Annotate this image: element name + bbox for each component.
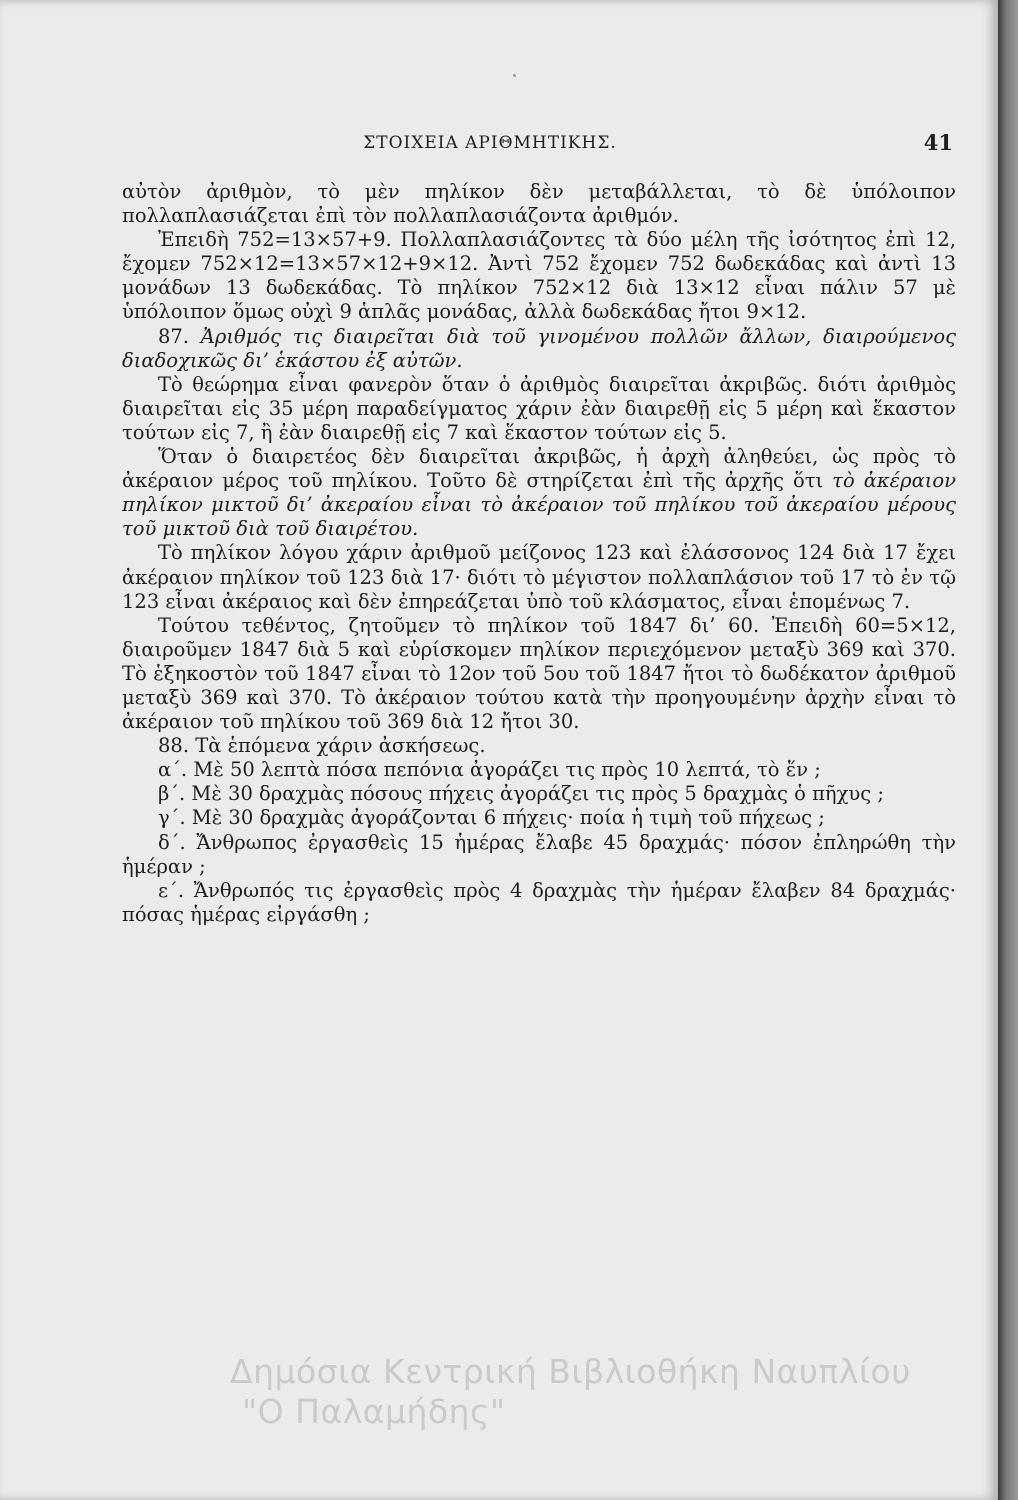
page-header: [0, 128, 998, 158]
exercise-e: ε΄. Ἄνθρωπός τις ἐργασθεὶς πρὸς 4 δραχμὰς τὴν ἡμέραν ἔλαβεν 84 δραχμάς· πόσας ἡμέρας εἰργάσθη ;: [122, 878, 956, 926]
theorem-87-statement: Ἀριθμός τις διαιρεῖται διὰ τοῦ γινομένου πολλῶν ἄλλων, διαιρούμενος διαδοχικῶς δι’ ἑκάστου ἐξ αὐτῶν.: [122, 324, 957, 372]
paragraph-inexact-division: [122, 445, 956, 541]
paragraph-exact-division: Τὸ θεώρημα εἶναι φανερὸν ὅταν ὁ ἀριθμὸς διαιρεῖται ἀκριβῶς. διότι ἀριθμὸς διαιρεῖται εἰς 35 μέρη παραδείγματος χάριν ἐὰν διαιρεθῇ εἰς 5 μέρη καὶ ἕκαστον τούτων εἰς 7, ἢ ἐὰν διαιρεθῇ εἰς 7 καὶ ἕκαστον τούτων εἰς 5.: [122, 372, 956, 444]
body-text: [122, 180, 956, 927]
section-88-heading: 88. Τὰ ἑπόμενα χάριν ἀσκήσεως.: [158, 734, 486, 758]
paragraph-example-123: Τὸ πηλίκον λόγου χάριν ἀριθμοῦ μείζονος 123 καὶ ἐλάσσονος 124 διὰ 17 ἔχει ἀκέραιον πηλίκον τοῦ 123 διὰ 17· διότι τὸ μέγιστον πολλαπλάσιον τοῦ 17 τὸ ἐν τῷ 123 εἶναι ἀκέραιος καὶ δὲν ἐπηρεάζεται ὑπὸ τοῦ κλάσματος, εἶναι ἑπομένως 7.: [122, 541, 956, 613]
exercise-a: α΄. Μὲ 50 λεπτὰ πόσα πεπόνια ἀγοράζει τις πρὸς 10 λεπτά, τὸ ἕν ;: [158, 758, 821, 782]
paragraph-continuation: αὐτὸν ἀριθμὸν, τὸ μὲν πηλίκον δὲν μεταβάλλεται, τὸ δὲ ὑπόλοιπον πολλαπλασιάζεται ἐπὶ τὸν πολλαπλασιάζοντα ἀριθμόν.: [122, 180, 956, 228]
exercise-c: γ΄. Μὲ 30 δραχμὰς ἀγοράζονται 6 πήχεις· ποία ἡ τιμὴ τοῦ πήχεως ;: [158, 806, 825, 830]
page-edge-shadow: [998, 0, 1018, 1500]
page-number: 41: [923, 130, 953, 155]
watermark-line-2: "Ο Παλαμήδης": [242, 1392, 506, 1431]
theorem-87: [122, 325, 956, 373]
watermark-line-1: Δημόσια Κεντρική Βιβλιοθήκη Ναυπλίου: [230, 1352, 911, 1391]
section-number-87: 87.: [158, 324, 190, 348]
paper-speck: [513, 74, 516, 77]
running-head: ΣΤΟΙΧΕΙΑ ΑΡΙΘΜΗΤΙΚΗΣ.: [363, 133, 617, 153]
inexact-division-text: Ὅταν ὁ διαιρετέος δὲν διαιρεῖται ἀκριβῶς, ἡ ἀρχὴ ἀληθεύει, ὡς πρὸς τὸ ἀκέραιον μέρος τοῦ πηλίκου. Τοῦτο δὲ στηρίζεται ἐπὶ τῆς ἀρχῆς ὅτι: [122, 445, 956, 493]
paragraph-example-1847: Τούτου τεθέντος, ζητοῦμεν τὸ πηλίκον τοῦ 1847 δι’ 60. Ἐπειδὴ 60=5×12, διαιροῦμεν 1847 διὰ 5 καὶ εὑρίσκομεν πηλίκον περιεχόμενον μεταξὺ 369 καὶ 370. Τὸ ἑξηκοστὸν τοῦ 1847 εἶναι τὸ 12ον τοῦ 5ου τοῦ 1847 ἤτοι τὸ δωδέκατον ἀριθμοῦ μεταξὺ 369 καὶ 370. Τὸ ἀκέραιον τούτου κατὰ τὴν προηγουμένην ἀρχὴν εἶναι τὸ ἀκέραιον τοῦ πηλίκου τοῦ 369 διὰ 12 ἤτοι 30.: [122, 613, 956, 734]
exercise-d: δ΄. Ἄνθρωπος ἐργασθεὶς 15 ἡμέρας ἔλαβε 45 δραχμάς· πόσον ἐπληρώθη τὴν ἡμέραν ;: [122, 830, 956, 878]
library-watermark: [230, 1352, 990, 1432]
paragraph-example-752: Ἐπειδὴ 752=13×57+9. Πολλαπλασιάζοντες τὰ δύο μέλη τῆς ἰσότητος ἐπὶ 12, ἔχομεν 752×12=13×57×12+9×12. Ἀντὶ 752 ἔχομεν 752 δωδεκάδας καὶ ἀντὶ 13 μονάδων 13 δωδεκάδας. Τὸ πηλίκον 752×12 διὰ 13×12 εἶναι πάλιν 57 μὲ ὑπόλοιπον ὅμως οὐχὶ 9 ἁπλᾶς μονάδας, ἀλλὰ δωδεκάδας ἤτοι 9×12.: [122, 228, 956, 324]
inexact-division-principle: τὸ ἀκέραιον πηλίκον μικτοῦ δι’ ἀκεραίου εἶναι τὸ ἀκέραιον τοῦ πηλίκου τοῦ ἀκεραίου μέρους τοῦ μικτοῦ διὰ τοῦ διαιρέτου.: [122, 469, 956, 541]
exercise-b: β΄. Μὲ 30 δραχμὰς πόσους πήχεις ἀγοράζει τις πρὸς 5 δραχμὰς ὁ πῆχυς ;: [158, 782, 884, 806]
